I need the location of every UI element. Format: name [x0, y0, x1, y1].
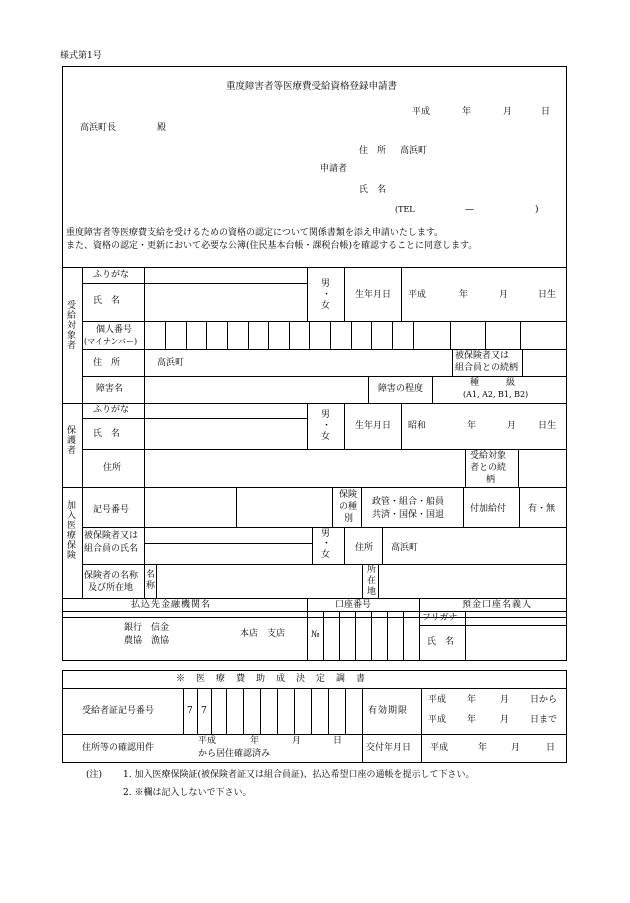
applicant-address-label: 住 所 — [359, 146, 387, 156]
validity-label: 有効期限 — [368, 706, 409, 716]
insured-address-label: 住所 — [355, 543, 374, 553]
guardian-relation-2: 者との続 — [470, 463, 507, 473]
guardian-address-field[interactable] — [144, 449, 465, 487]
insurer-name-label-2: 称 — [146, 581, 156, 591]
validity-to-day: 日まで — [530, 715, 558, 725]
guardian-section-label: 保護者 — [65, 425, 75, 455]
notes-label: (注) — [86, 770, 103, 780]
issue-year: 年 — [478, 743, 488, 753]
insurer-location-2: 在 — [367, 576, 377, 586]
ins-type-2: の種 — [339, 502, 358, 512]
issue-month: 月 — [511, 743, 521, 753]
issue-era: 平成 — [430, 743, 449, 753]
insurance-types-2[interactable]: 共済・国保・国退 — [372, 510, 445, 520]
issue-date-label: 交付年月日 — [366, 743, 412, 753]
validity-to-month: 月 — [500, 715, 510, 725]
account-holder-label: 預金口座名義人 — [462, 600, 533, 610]
recipient-address-value[interactable]: 高浜町 — [157, 358, 185, 368]
recipient-birth-era: 平成 — [408, 290, 427, 300]
insurer-label-2: 及び所在地 — [88, 583, 134, 593]
validity-from-month: 月 — [500, 695, 510, 705]
applicant-address-value[interactable]: 高浜町 — [400, 146, 428, 156]
validity-from-year: 年 — [467, 695, 477, 705]
account-holder-furigana-label: フリガナ — [422, 613, 458, 623]
cert-number-label: 受給者証記号番号 — [82, 706, 155, 716]
date-year: 年 — [462, 107, 472, 117]
account-no-label: № — [311, 630, 320, 640]
insurer-name-field[interactable] — [156, 564, 362, 598]
personal-number-field[interactable] — [144, 321, 567, 349]
recipient-birth-year: 年 — [459, 290, 469, 300]
validity-from-era: 平成 — [428, 695, 447, 705]
applicant-name-label: 氏 名 — [359, 185, 387, 195]
recipient-furigana-field[interactable] — [144, 267, 307, 284]
guardian-furigana-field[interactable] — [144, 403, 307, 418]
recipient-birth-month: 月 — [499, 290, 509, 300]
account-holder-name-field[interactable] — [465, 626, 567, 661]
check-note: から居住確認済み — [198, 749, 271, 759]
insured-sex-male[interactable]: 男 — [321, 529, 331, 539]
cert-digit-2: 7 — [201, 706, 207, 716]
insurance-types-1[interactable]: 政管・組合・船員 — [372, 497, 445, 507]
guardian-birth-year: 年 — [467, 421, 477, 431]
branch-type[interactable]: 本店 支店 — [240, 629, 286, 639]
form-number: 様式第1号 — [60, 51, 102, 61]
note-2: 2. ※欄は記入しないで下さい。 — [123, 788, 252, 798]
recipient-birth-label: 生年月日 — [355, 290, 392, 300]
tel-dash: — — [465, 205, 474, 215]
account-holder-furigana-field[interactable] — [465, 611, 567, 625]
address-check-label: 住所等の確認用件 — [82, 743, 155, 753]
insured-relation-label-1: 被保険者又は — [455, 351, 510, 361]
guardian-name-label: 氏 名 — [93, 429, 121, 439]
date-era: 平成 — [412, 107, 431, 117]
bank-type-1[interactable]: 銀行 信金 — [124, 623, 170, 633]
honorific: 殿 — [157, 123, 167, 133]
date-day: 日 — [541, 107, 551, 117]
recipient-sex-dot: ・ — [322, 290, 332, 300]
grade-label: 種 級 — [470, 378, 516, 388]
ins-type-3: 別 — [344, 514, 354, 524]
guardian-birth-label: 生年月日 — [355, 421, 392, 431]
account-number-label: 口座番号 — [335, 600, 372, 610]
recipient-birth-day: 日生 — [538, 290, 557, 300]
applicant-label: 申請者 — [320, 164, 348, 174]
symbol-number-field[interactable] — [144, 487, 332, 527]
guardian-sex-male[interactable]: 男 — [321, 410, 331, 420]
tel-label: (TEL — [395, 205, 415, 214]
check-day: 日 — [333, 736, 343, 746]
form-title: 重度障害者等医療費受給資格登録申請書 — [226, 81, 398, 92]
guardian-address-label: 住所 — [103, 463, 122, 473]
insured-name-label-2: 組合員の氏名 — [84, 544, 139, 554]
additional-benefit-yes-no[interactable]: 有・無 — [528, 504, 556, 514]
guardian-relation-field[interactable] — [518, 449, 567, 487]
personal-number-label: 個人番号 — [96, 325, 133, 335]
insurance-section-label: 加入医療保険 — [65, 500, 75, 560]
bank-institution-label: 払込先金融機関名 — [131, 600, 212, 610]
insured-sex-dot: ・ — [322, 539, 332, 549]
insured-relation-field[interactable] — [522, 349, 567, 376]
insurer-location-1: 所 — [367, 565, 377, 575]
guardian-birth-era: 昭和 — [408, 421, 427, 431]
guardian-sex-dot: ・ — [322, 421, 332, 431]
ins-type-1: 保険 — [339, 490, 358, 500]
guardian-birth-day: 日生 — [538, 421, 557, 431]
recipient-section-label: 受給対象者 — [65, 300, 75, 350]
bank-type-2[interactable]: 農協 漁協 — [124, 636, 170, 646]
my-number-label: (マイナンバー) — [84, 337, 138, 346]
insured-relation-label-2: 組合員との続柄 — [455, 363, 519, 373]
guardian-relation-1: 受給対象 — [470, 451, 507, 461]
check-era: 平成 — [198, 736, 217, 746]
insured-sex-female[interactable]: 女 — [321, 550, 331, 560]
validity-to-year: 年 — [467, 715, 477, 725]
validity-from-day: 日から — [530, 695, 558, 705]
insurer-location-3: 地 — [367, 587, 377, 597]
statement-1: 重度障害者等医療費支給を受けるための資格の認定について関係書類を添え申請いたします。 — [66, 228, 444, 238]
guardian-birth-month: 月 — [507, 421, 517, 431]
disability-degree-label: 障害の程度 — [378, 384, 424, 394]
validity-to-era: 平成 — [428, 715, 447, 725]
guardian-sex-female[interactable]: 女 — [321, 432, 331, 442]
insurer-location-field[interactable] — [378, 564, 567, 598]
statement-2: また、資格の認定・更新において必要な公簿(住民基本台帳・課税台帳)を確認することに同意します。 — [66, 241, 478, 251]
guardian-name-field[interactable] — [144, 419, 307, 449]
recipient-furigana-label: ふりがな — [93, 270, 130, 280]
additional-benefit-label: 付加給付 — [470, 504, 507, 514]
insured-address-value[interactable]: 高浜町 — [391, 543, 419, 553]
insured-name-field[interactable] — [144, 527, 312, 564]
check-year: 年 — [250, 736, 260, 746]
recipient-sex-male[interactable]: 男 — [321, 279, 331, 289]
insured-name-label-1: 被保険者又は — [84, 531, 139, 541]
account-holder-name-label: 氏 名 — [427, 637, 455, 647]
addressee: 高浜町長 — [80, 123, 117, 133]
recipient-name-field[interactable] — [144, 284, 307, 321]
insurer-name-label-1: 名 — [146, 570, 156, 580]
decision-title: ※ 医 療 費 助 成 決 定 調 書 — [176, 674, 367, 684]
grade-options: (A1, A2, B1, B2) — [463, 390, 529, 399]
tel-close: ) — [535, 205, 539, 215]
account-number-field[interactable] — [323, 611, 419, 661]
disability-name-field[interactable] — [144, 376, 368, 403]
guardian-furigana-label: ふりがな — [93, 405, 130, 415]
insurer-label-1: 保険者の名称 — [84, 571, 139, 581]
issue-day: 日 — [546, 743, 556, 753]
check-month: 月 — [292, 736, 302, 746]
recipient-name-label: 氏 名 — [93, 296, 121, 306]
symbol-number-label: 記号番号 — [93, 505, 130, 515]
disability-name-label: 障害名 — [96, 384, 124, 394]
date-month: 月 — [503, 107, 513, 117]
recipient-sex-female[interactable]: 女 — [321, 301, 331, 311]
note-1: 1. 加入医療保険証(被保険者証又は組合員証)、払込希望口座の通帳を提示して下さい。 — [123, 770, 475, 780]
cert-digit-1: 7 — [187, 706, 193, 716]
recipient-address-label: 住 所 — [93, 358, 121, 368]
guardian-relation-3: 柄 — [486, 475, 496, 485]
cert-number-field[interactable] — [211, 688, 362, 734]
